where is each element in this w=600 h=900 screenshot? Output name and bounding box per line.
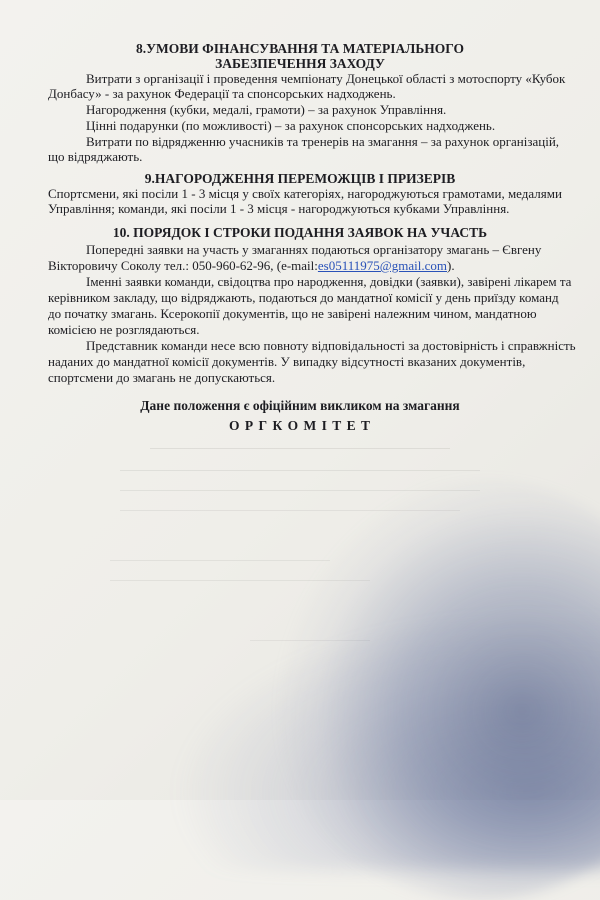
contact-text-end: ). xyxy=(446,258,455,273)
email-link[interactable]: es05111975@gmail.com xyxy=(317,258,447,273)
bleed-through-text xyxy=(150,448,450,455)
section-10-para-3-line-1: Представник команди несе всю повноту відповідальності за достовірність і справжність xyxy=(86,338,576,353)
official-call-statement: Дане положення є офіційним викликом на змагання xyxy=(140,398,460,413)
section-10-para-3-line-2: наданих до мандатної комісії документів. У випадку відсутності вказаних документів, xyxy=(48,354,526,369)
section-8-para-4-line-2: що відряджають. xyxy=(48,149,143,164)
section-9-line-2: Управління; команди, які посіли 1 - 3 місця - нагороджуються кубками Управління. xyxy=(48,201,510,216)
section-10-para-2-line-4: комісією не розглядаються. xyxy=(48,322,200,337)
section-8-title-line-2: ЗАБЕЗПЕЧЕННЯ ЗАХОДУ xyxy=(215,56,385,71)
section-10-para-2-line-3: до початку змагань. Ксерокопії документів, що не завірені належним чином, мандатною xyxy=(48,306,537,321)
contact-text: Вікторовичу Соколу тел.: 050-960-62-96, (e-mail: xyxy=(48,258,318,273)
section-8-para-2: Нагородження (кубки, медалі, грамоти) – за рахунок Управління. xyxy=(86,102,447,117)
section-8-para-1-line-2: Донбасу» - за рахунок Федерації та спонсорських надходжень. xyxy=(48,86,396,101)
section-10-para-1-line-1: Попередні заявки на участь у змаганнях подаються організатору змагань – Євгену xyxy=(86,242,542,257)
section-8-para-3: Цінні подарунки (по можливості) – за рахунок спонсорських надходжень. xyxy=(86,118,496,133)
section-9-title: 9.НАГОРОДЖЕННЯ ПЕРЕМОЖЦІВ І ПРИЗЕРІВ xyxy=(144,171,456,186)
section-9-line-1: Спортсмени, які посіли 1 - 3 місця у своїх категоріях, нагороджуються грамотами, медалями xyxy=(48,186,562,201)
section-8-title-line-1: 8.УМОВИ ФІНАНСУВАННЯ ТА МАТЕРІАЛЬНОГО xyxy=(135,41,465,56)
section-10-title: 10. ПОРЯДОК І СТРОКИ ПОДАННЯ ЗАЯВОК НА УЧАСТЬ xyxy=(112,225,488,240)
section-8-para-4-line-1: Витрати по відрядженню учасників та тренерів на змагання – за рахунок організацій, xyxy=(86,134,560,149)
section-10-para-2-line-1: Іменні заявки команди, свідоцтва про народження, довідки (заявки), завірені лікарем та xyxy=(86,274,572,289)
bleed-through-text xyxy=(110,560,330,567)
section-8-para-1-line-1: Витрати з організації і проведення чемпіонату Донецької області з мотоспорту «Кубок xyxy=(86,71,566,86)
bleed-through-text xyxy=(120,470,480,477)
section-10-para-3-line-3: спортсмени до змагань не допускаються. xyxy=(48,370,276,385)
organizing-committee: О Р Г К О М І Т Е Т xyxy=(228,418,371,433)
section-10-para-1-line-2 xyxy=(48,258,455,274)
section-10-para-2-line-2: керівником закладу, що відряджають, подаються до мандатної комісії у день приїзду команд xyxy=(48,290,559,305)
